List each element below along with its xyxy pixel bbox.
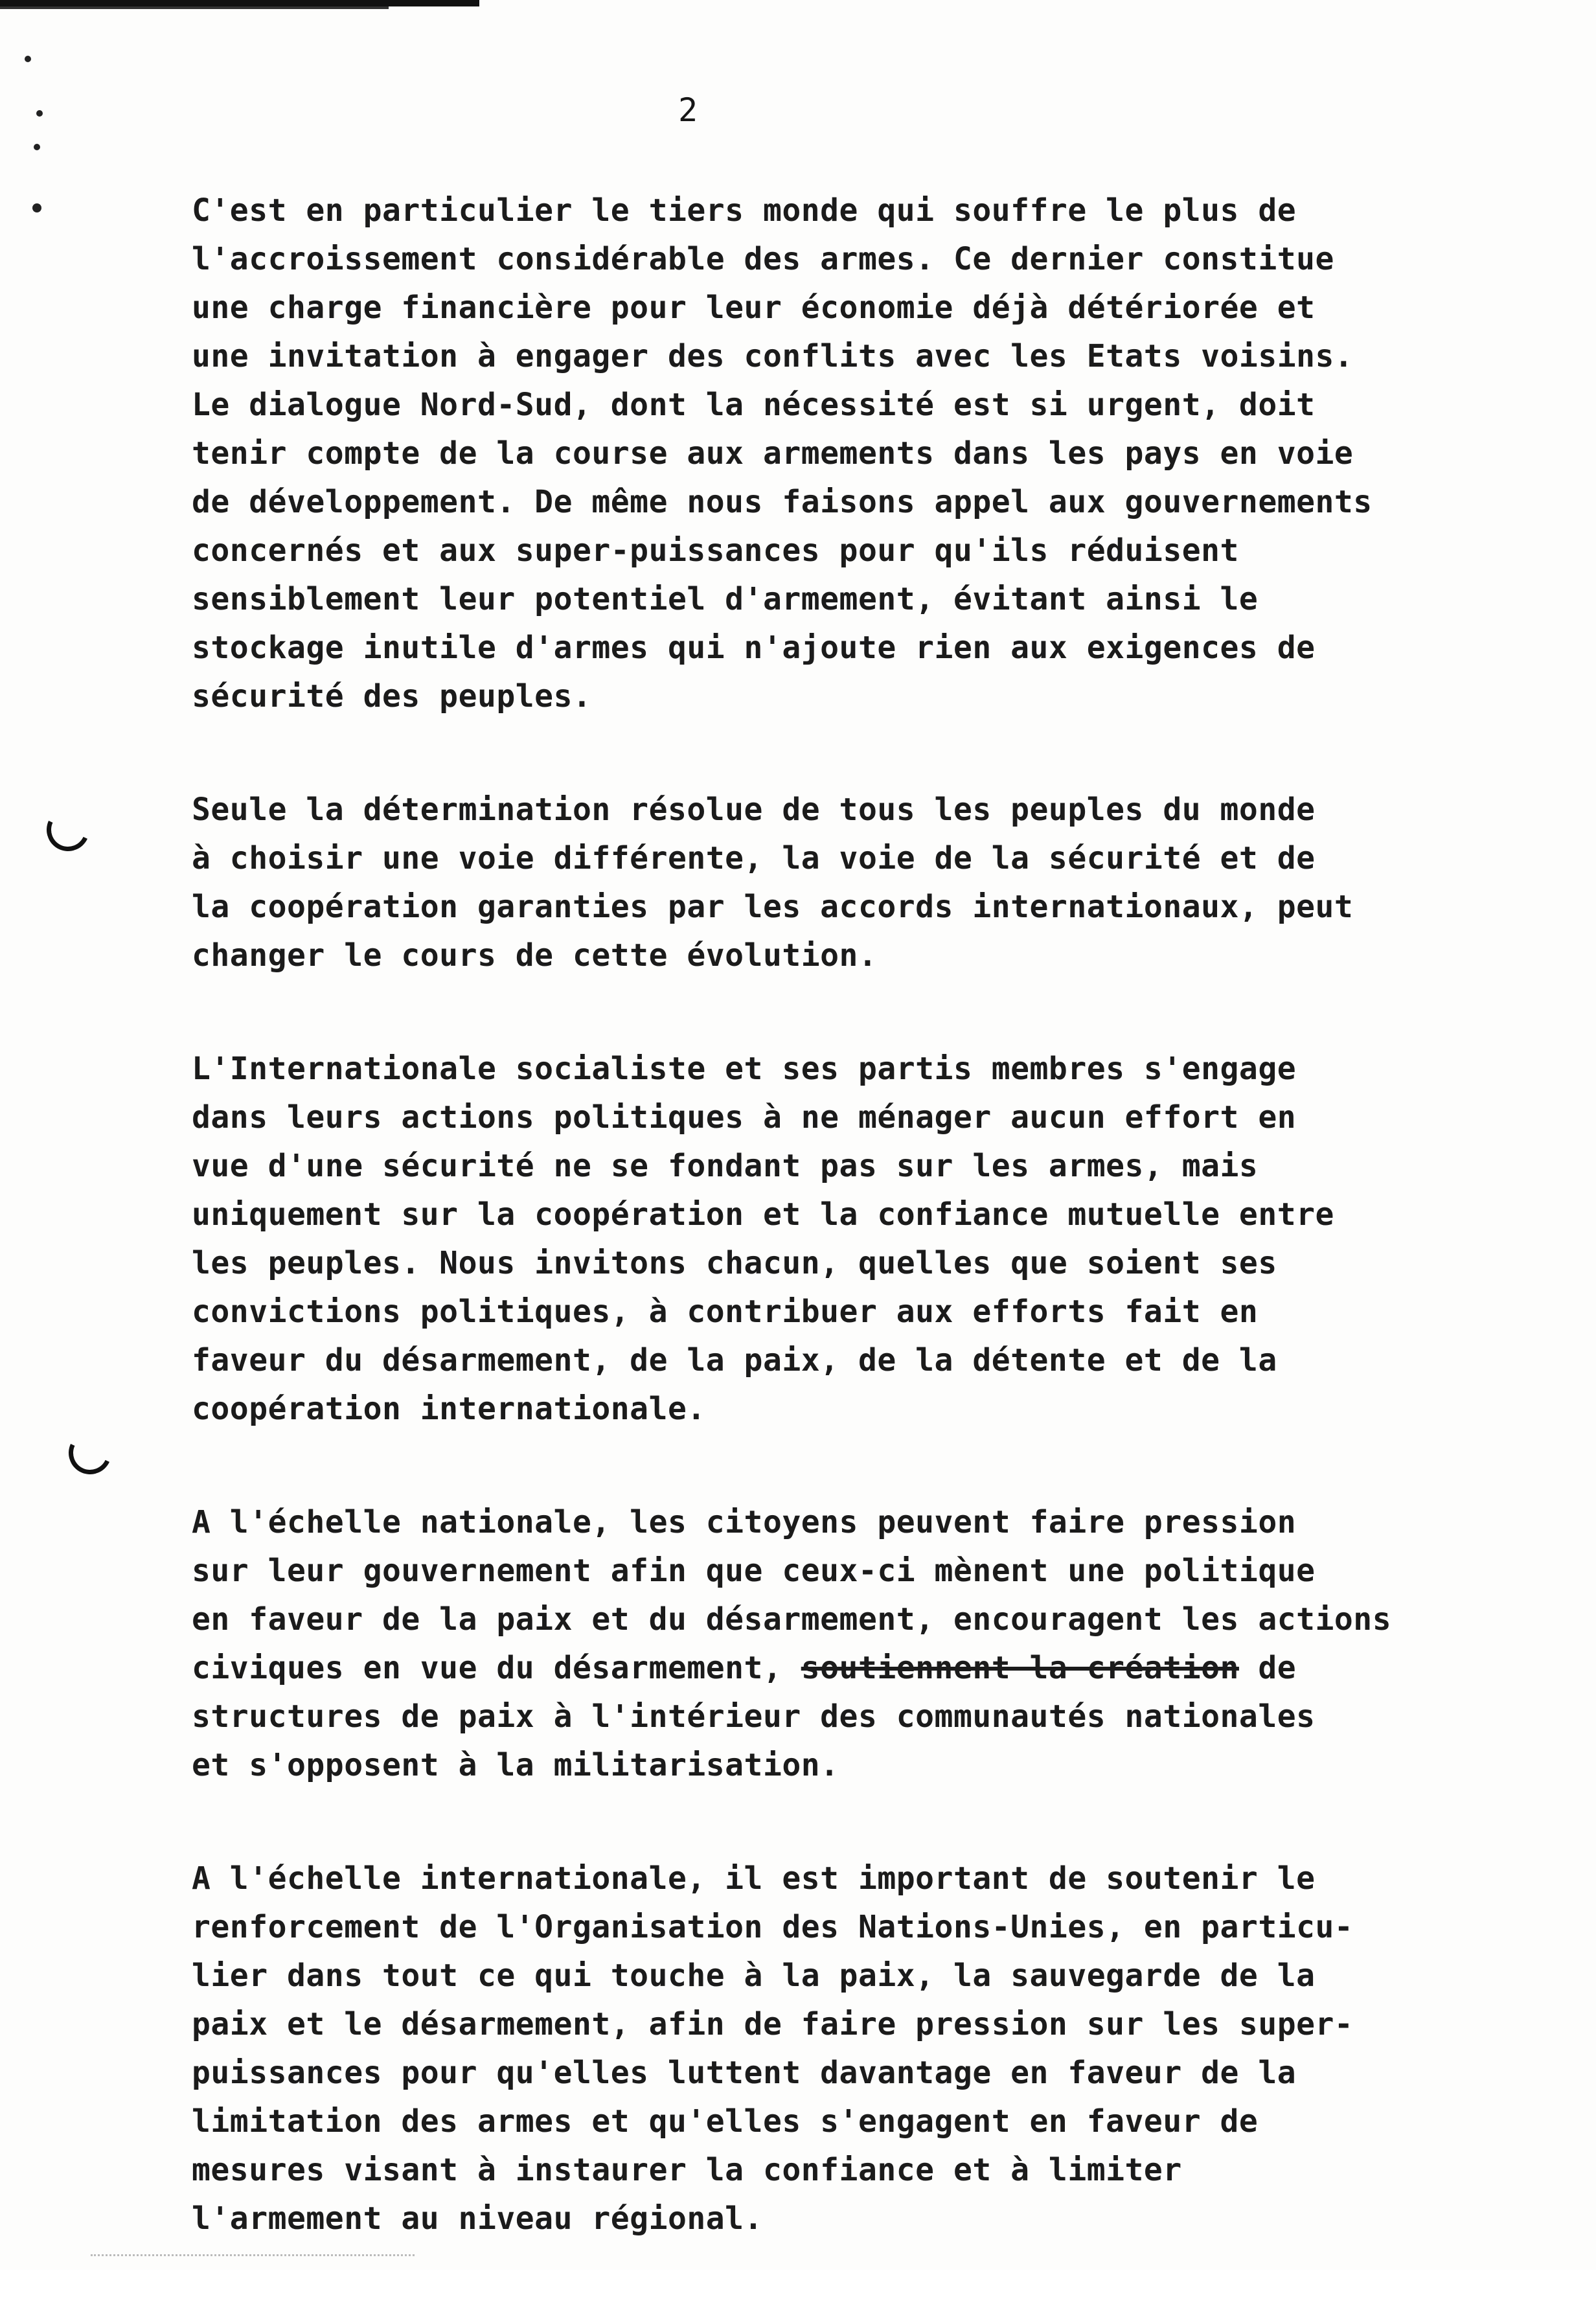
text-line: concernés et aux super-puissances pour qu'ils réduisent — [192, 532, 1239, 569]
text-line: uniquement sur la coopération et la confiance mutuelle entre — [192, 1196, 1334, 1233]
text-line: A l'échelle nationale, les citoyens peuvent faire pression — [192, 1504, 1297, 1540]
text-line: limitation des armes et qu'elles s'engagent en faveur de — [192, 2103, 1259, 2140]
text-line: à choisir une voie différente, la voie de la sécurité et de — [192, 840, 1316, 876]
text-line: de développement. De même nous faisons appel aux gouvernements — [192, 484, 1373, 520]
struck-out-text: soutiennent la création — [801, 1650, 1239, 1686]
top-edge-rule-thin — [0, 6, 389, 9]
text-line: une charge financière pour leur économie déjà détériorée et — [192, 290, 1316, 326]
margin-pencil-mark — [63, 1426, 118, 1481]
text-line: sur leur gouvernement afin que ceux-ci mènent une politique — [192, 1553, 1316, 1589]
margin-speck — [36, 110, 43, 117]
paragraph-1 — [192, 187, 1461, 721]
bottom-scan-specks — [91, 2254, 415, 2258]
margin-speck — [25, 56, 31, 62]
top-edge-rule — [0, 0, 479, 6]
line-segment: civiques en vue du désarmement, — [192, 1650, 801, 1686]
text-line: structures de paix à l'intérieur des communautés nationales — [192, 1698, 1316, 1735]
text-line: C'est en particulier le tiers monde qui souffre le plus de — [192, 192, 1297, 229]
text-line: tenir compte de la course aux armements dans les pays en voie — [192, 435, 1354, 472]
text-line: une invitation à engager des conflits avec les Etats voisins. — [192, 338, 1354, 374]
text-line: Seule la détermination résolue de tous les peuples du monde — [192, 792, 1316, 828]
text-line: faveur du désarmement, de la paix, de la détente et de la — [192, 1342, 1277, 1378]
text-line: les peuples. Nous invitons chacun, quelles que soient ses — [192, 1245, 1277, 1281]
text-line: L'Internationale socialiste et ses partis membres s'engage — [192, 1051, 1297, 1087]
line-segment: de — [1238, 1650, 1297, 1686]
margin-pencil-mark — [41, 803, 96, 858]
paragraph-5 — [192, 1855, 1461, 2243]
text-line: en faveur de la paix et du désarmement, encouragent les actions — [192, 1601, 1392, 1638]
margin-speck — [32, 203, 41, 212]
page-number: 2 — [678, 91, 698, 129]
text-line: et s'opposent à la militarisation. — [192, 1747, 839, 1783]
text-line: mesures visant à instaurer la confiance et à limiter — [192, 2152, 1182, 2188]
text-line: A l'échelle internationale, il est important de soutenir le — [192, 1860, 1316, 1897]
paragraph-3 — [192, 1045, 1461, 1434]
text-line: renforcement de l'Organisation des Nations-Unies, en particu- — [192, 1909, 1354, 1945]
text-line: paix et le désarmement, afin de faire pression sur les super- — [192, 2006, 1354, 2042]
text-line: la coopération garanties par les accords internationaux, peut — [192, 889, 1354, 925]
text-line: coopération internationale. — [192, 1391, 706, 1427]
text-line: l'armement au niveau régional. — [192, 2200, 763, 2237]
paragraph-4 — [192, 1498, 1461, 1790]
text-line: convictions politiques, à contribuer aux efforts fait en — [192, 1294, 1259, 1330]
paragraph-2 — [192, 786, 1461, 980]
text-line: puissances pour qu'elles luttent davantage en faveur de la — [192, 2055, 1297, 2091]
margin-speck — [34, 144, 40, 150]
text-line: l'accroissement considérable des armes. Ce dernier constitue — [192, 241, 1334, 277]
text-line-with-strikethrough — [192, 1644, 1461, 1693]
text-line: stockage inutile d'armes qui n'ajoute rien aux exigences de — [192, 630, 1316, 666]
body-text — [192, 187, 1461, 2308]
text-line: changer le cours de cette évolution. — [192, 937, 878, 974]
text-line: vue d'une sécurité ne se fondant pas sur les armes, mais — [192, 1148, 1259, 1184]
text-line: sécurité des peuples. — [192, 678, 592, 714]
text-line: dans leurs actions politiques à ne ménager aucun effort en — [192, 1099, 1297, 1136]
text-line: Le dialogue Nord-Sud, dont la nécessité est si urgent, doit — [192, 387, 1316, 423]
text-line: sensiblement leur potentiel d'armement, évitant ainsi le — [192, 581, 1259, 617]
text-line: lier dans tout ce qui touche à la paix, la sauvegarde de la — [192, 1958, 1316, 1994]
